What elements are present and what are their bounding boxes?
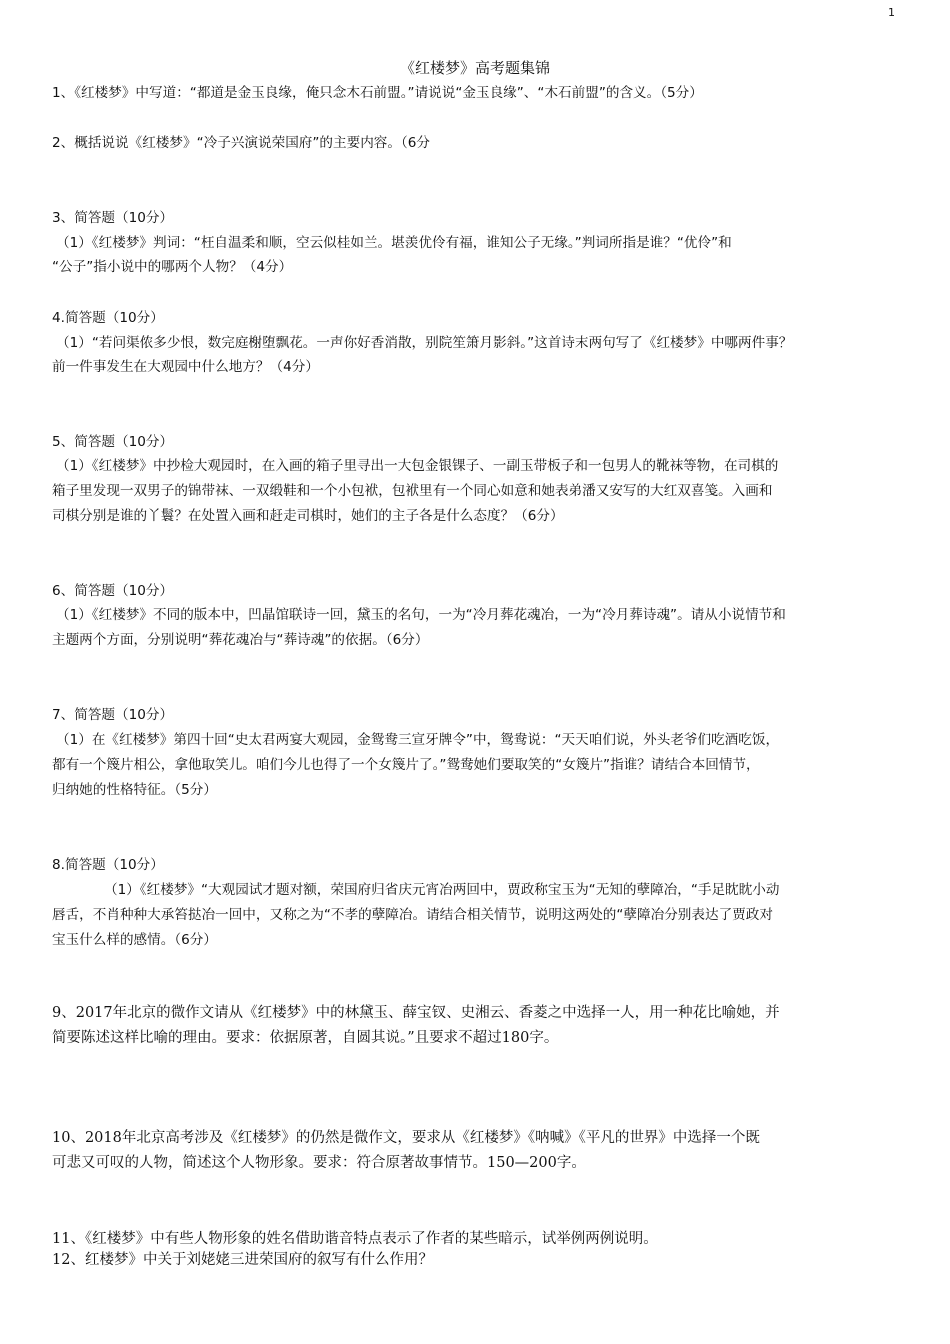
question-9-line-2: 简要陈述这样比喻的理由。要求：依据原著，自圆其说。”且要求不超过180字。 — [52, 1030, 559, 1046]
question-1-line-1: 1、《红楼梦》中写道：“都道是金玉良缘，俺只念木石前盟。”请说说“金玉良缘”、“木石前盟”的含义。（5分） — [52, 85, 703, 101]
question-4-line-1: （1）“若问渠侬多少恨，数完庭榭堕飘花。一声你好香消散，别院笙箫月影斜。”这首诗末两句写了《红楼梦》中哪两件事？ — [56, 335, 793, 351]
question-6-line-1: （1）《红楼梦》不同的版本中，凹晶馆联诗一回，黛玉的名句，一为“冷月葬花魂冶，一为“冷月葬诗魂”。请从小说情节和 — [56, 607, 786, 623]
question-6-header: 6、简答题（10分） — [52, 583, 174, 599]
question-3-line-2: “公子”指小说中的哪两个人物？（4分） — [52, 259, 293, 275]
question-7-line-3: 归纳她的性格特征。（5分） — [52, 782, 217, 798]
question-2-line-1: 2、概括说说《红楼梦》“冷子兴演说荣国府”的主要内容。（6分 — [52, 135, 431, 151]
question-6-line-2: 主题两个方面，分别说明“葬花魂冶与“葬诗魂”的依据。（6分） — [52, 632, 429, 648]
question-9-line-1: 9、2017年北京的微作文请从《红楼梦》中的林黛玉、薛宝钗、史湘云、香菱之中选择一人，用一种花比喻她，并 — [52, 1005, 780, 1021]
question-5-line-3: 司棋分别是谁的丫鬟？在处置入画和赶走司棋时，她们的主子各是什么态度？（6分） — [52, 508, 564, 524]
question-8-line-3: 宝玉什么样的感情。（6分） — [52, 932, 217, 948]
question-4-line-2: 前一件事发生在大观园中什么地方？（4分） — [52, 359, 319, 375]
question-10-line-1: 10、2018年北京高考涉及《红楼梦》的仍然是微作文，要求从《红楼梦》《呐喊》《平凡的世界》中选择一个既 — [52, 1130, 760, 1146]
question-3-line-1: （1）《红楼梦》判词：“枉自温柔和顺，空云似桂如兰。堪羡优伶有福，谁知公子无缘。”判词所指是谁？“优伶”和 — [56, 235, 732, 251]
question-5-header: 5、简答题（10分） — [52, 434, 174, 450]
page-number: 1 — [888, 6, 895, 19]
question-7-line-1: （1）在《红楼梦》第四十回“史太君两宴大观园，金鸳鸯三宣牙牌令”中，鸳鸯说：“天天咱们说，外头老爷们吃酒吃饭， — [56, 732, 780, 748]
question-12-line-1: 12、红楼梦》中关于刘姥姥三进荣国府的叙写有什么作用？ — [52, 1252, 433, 1268]
question-5-line-2: 箱子里发现一双男子的锦带袜、一双缎鞋和一个小包袱，包袱里有一个同心如意和她表弟潘又安写的大红双喜笺。入画和 — [52, 483, 773, 499]
question-3-header: 3、简答题（10分） — [52, 210, 174, 226]
question-4-header: 4.简答题（10分） — [52, 310, 164, 326]
question-7-header: 7、简答题（10分） — [52, 707, 174, 723]
question-10-line-2: 可悲又可叹的人物，简述这个人物形象。要求：符合原著故事情节。150—200字。 — [52, 1155, 586, 1171]
question-7-line-2: 都有一个篾片相公，拿他取笑儿。咱们今儿也得了一个女篾片了。”鸳鸯她们要取笑的“女篾片”指谁？请结合本回情节， — [52, 757, 760, 773]
question-5-line-1: （1）《红楼梦》中抄检大观园时，在入画的箱子里寻出一大包金银锞子、一副玉带板子和一包男人的靴袜等物，在司棋的 — [56, 458, 779, 474]
question-11-line-1: 11、《红楼梦》中有些人物形象的姓名借助谐音特点表示了作者的某些暗示，试举例两例说明。 — [52, 1231, 658, 1247]
document-title: 《红楼梦》高考题集锦 — [399, 59, 550, 77]
question-8-line-2: 唇舌，不肖种种大承笞挞冶一回中，又称之为“不孝的孽障冶。请结合相关情节，说明这两处的“孽障冶分别表达了贾政对 — [52, 907, 773, 923]
question-8-header: 8.简答题（10分） — [52, 857, 164, 873]
question-8-line-1: （1）《红楼梦》“大观园试才题对额，荣国府归省庆元宵冶两回中，贾政称宝玉为“无知的孽障冶，“手足眈眈小动 — [104, 882, 780, 898]
